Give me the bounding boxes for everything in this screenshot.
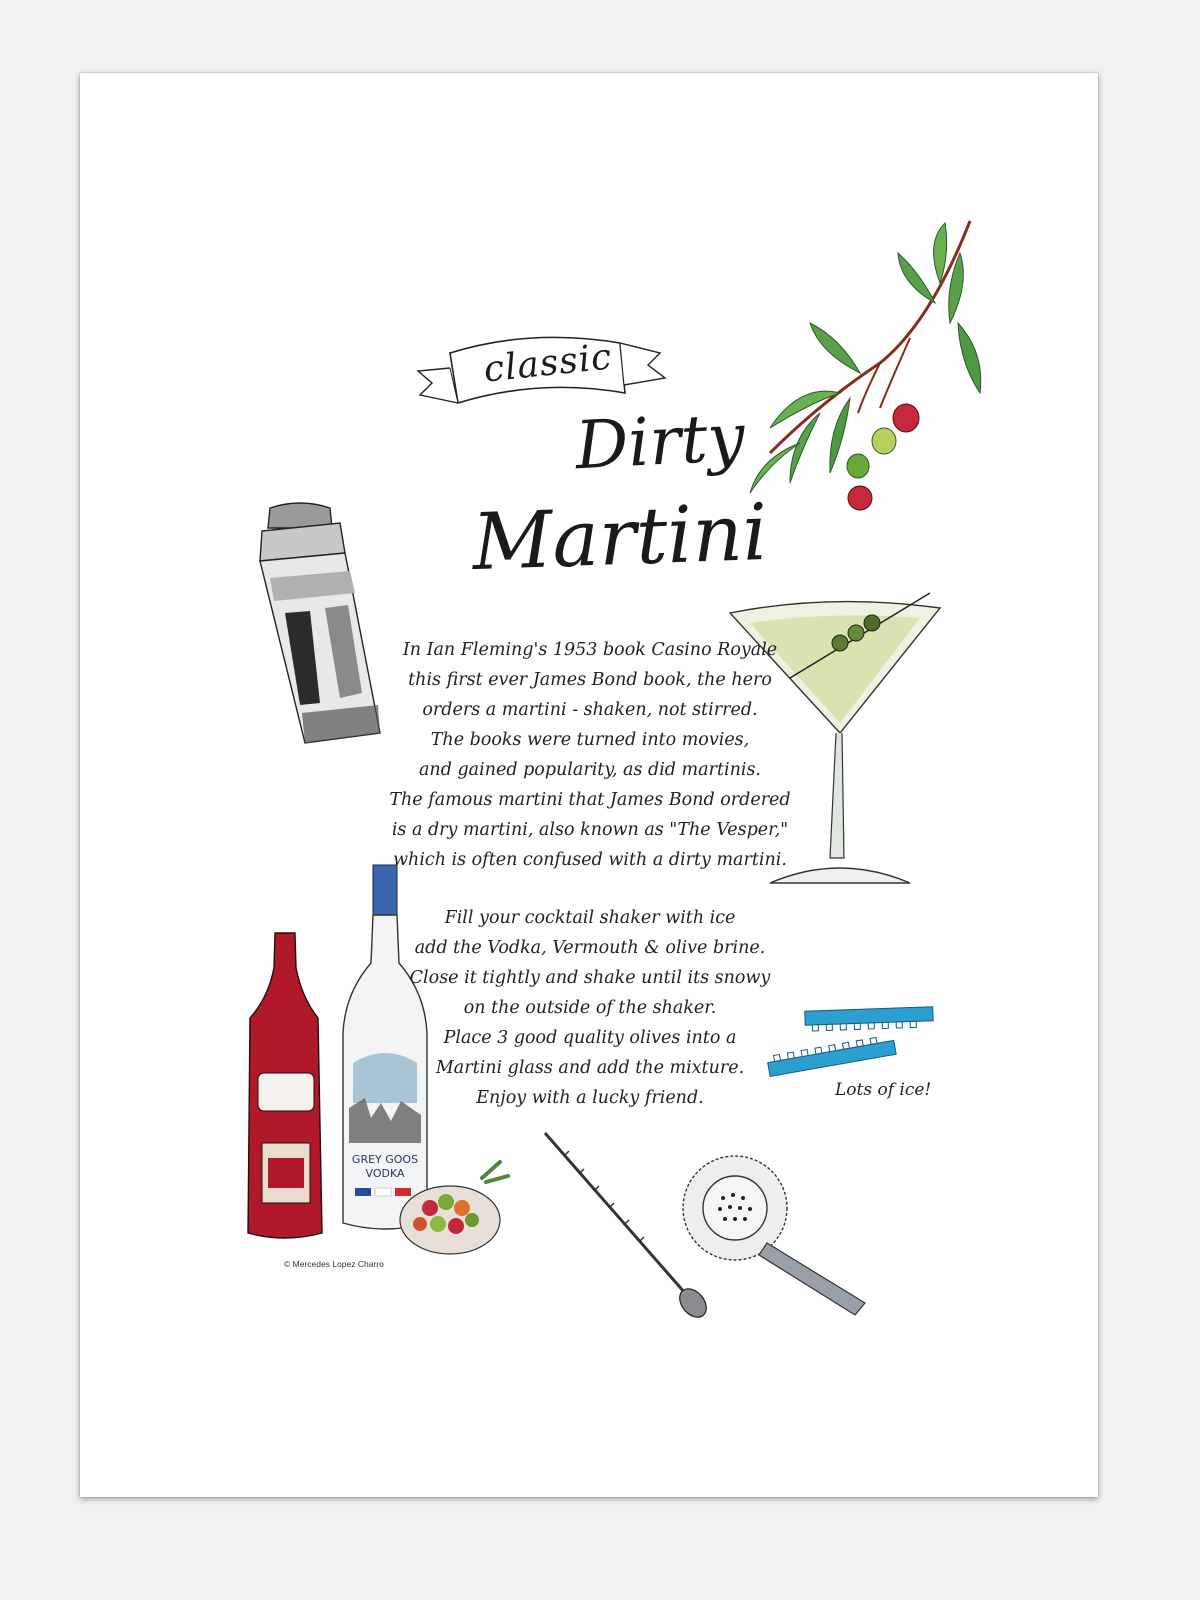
history-line: The books were turned into movies, xyxy=(430,730,750,750)
method-line: Fill your cocktail shaker with ice xyxy=(444,908,736,928)
title-martini: Martini xyxy=(470,487,770,589)
artist-credit: © Mercedes Lopez Charro xyxy=(284,1259,384,1269)
method-line: Place 3 good quality olives into a xyxy=(443,1028,737,1048)
ice-note: Lots of ice! xyxy=(835,1080,932,1100)
history-line: is a dry martini, also known as "The Vesper," xyxy=(391,820,789,840)
method-line: on the outside of the shaker. xyxy=(463,998,717,1018)
method-line: Martini glass and add the mixture. xyxy=(435,1058,745,1078)
recipe-poster xyxy=(80,73,1098,1497)
strainer-icon xyxy=(675,1153,895,1323)
history-line: In Ian Fleming's 1953 book Casino Royale xyxy=(402,640,778,660)
history-line: and gained popularity, as did martinis. xyxy=(419,760,761,780)
history-line: orders a martini - shaken, not stirred. xyxy=(422,700,758,720)
olive-bowl-icon xyxy=(390,1158,520,1268)
vermouth-bottle-icon xyxy=(240,928,330,1248)
bottle-label-line2: VODKA xyxy=(365,1167,405,1180)
label-classic: classic xyxy=(481,336,615,391)
cocktail-shaker-icon xyxy=(240,493,400,733)
method-line: add the Vodka, Vermouth & olive brine. xyxy=(414,938,766,958)
history-line: which is often confused with a dirty martini. xyxy=(393,850,787,870)
history-line: The famous martini that James Bond ordered xyxy=(389,790,791,810)
history-line: this first ever James Bond book, the hero xyxy=(408,670,772,690)
history-paragraph xyxy=(380,635,800,875)
olive-branch-icon xyxy=(730,213,990,513)
bottle-label-line1: GREY GOOS xyxy=(351,1153,419,1166)
title-dirty: Dirty xyxy=(573,398,747,485)
method-line: Close it tightly and shake until its snowy xyxy=(409,968,771,988)
method-paragraph xyxy=(380,903,800,1113)
method-line: Enjoy with a lucky friend. xyxy=(476,1088,704,1108)
